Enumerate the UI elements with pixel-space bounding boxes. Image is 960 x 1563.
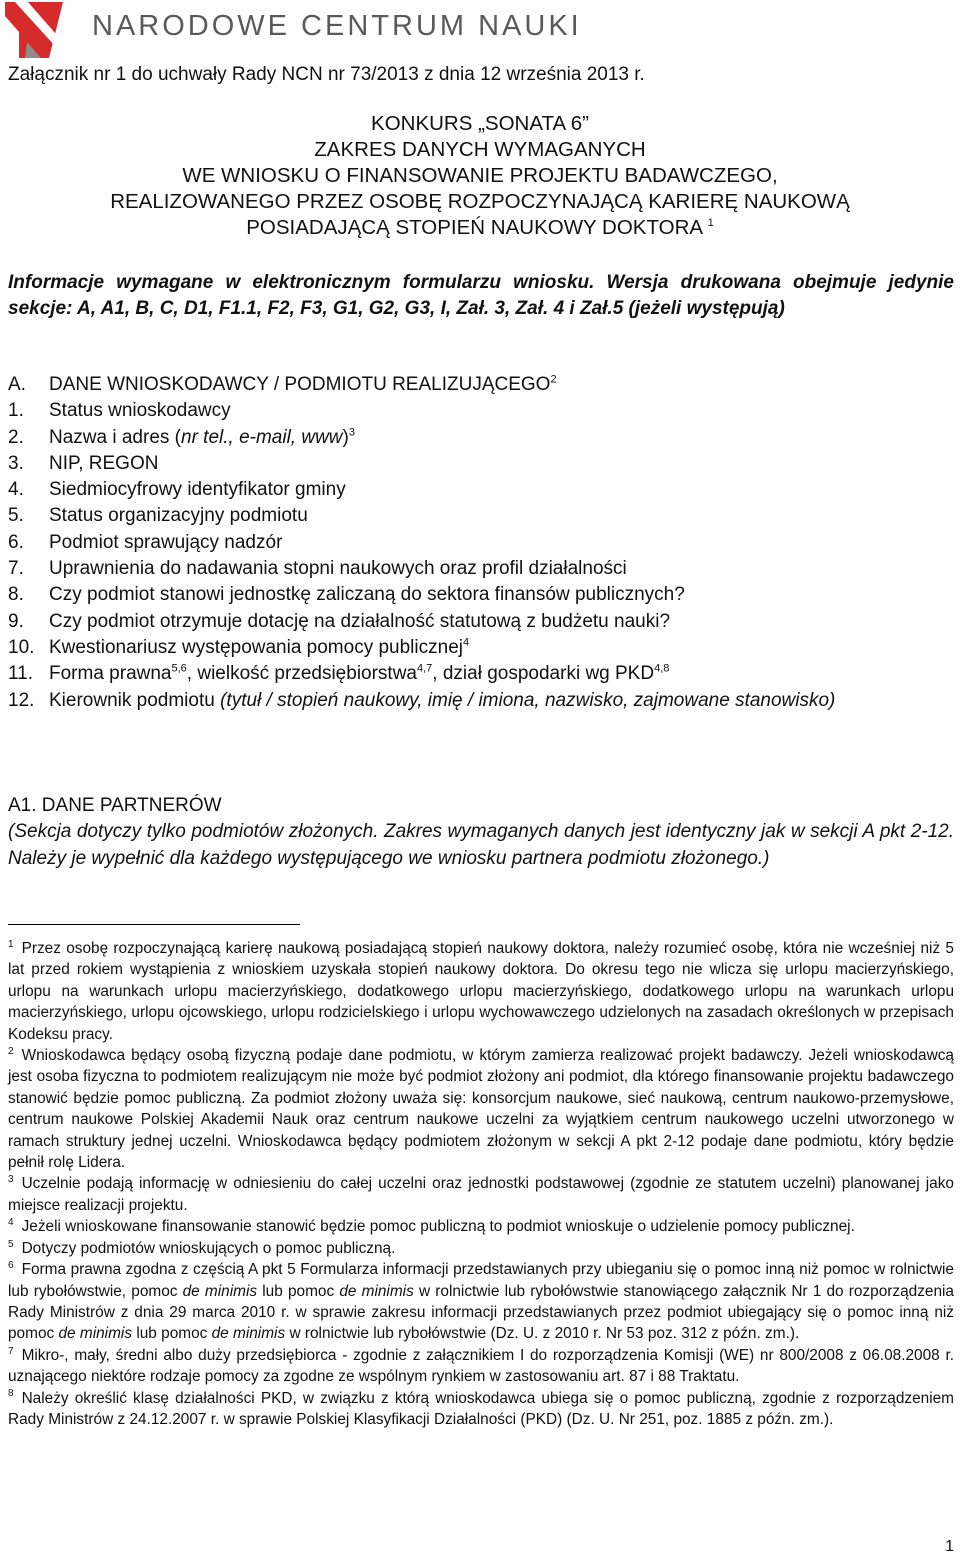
footnote-text-italic: de minimis	[58, 1325, 133, 1343]
item-text	[49, 688, 954, 714]
list-item	[8, 556, 954, 582]
list-item	[8, 582, 954, 608]
footnote-text-part: lub pomoc	[257, 1282, 340, 1300]
list-item	[8, 477, 954, 503]
item-text-part: Nazwa i adres (	[49, 426, 181, 448]
footnote	[8, 1045, 954, 1173]
footnote	[8, 1173, 954, 1216]
document-title	[0, 111, 960, 241]
section-a1-description: (Sekcja dotyczy tylko podmiotów złożonych. Zakres wymaganych danych jest identyczny jak w sekcji A pkt 2-12. Należy je wypełnić dla każdego występującego we wniosku partnera podmiotu złożonego.)	[8, 821, 954, 869]
footnote-text: Należy określić klasę działalności PKD, w związku z którą wnioskodawca ubiega się o pomoc publiczną, zgodnie z rozporządzeniem Rady Ministrów z 24.12.2007 r. w sprawie Polskiej Klasyfikacji Działalności (PKD) (Dz. U. Nr 251, poz. 1885 z późn. zm.).	[8, 1389, 954, 1428]
item-text	[49, 661, 954, 687]
section-a1	[8, 793, 954, 872]
section-title	[49, 372, 954, 398]
item-number: 11.	[8, 663, 34, 685]
item-number: 10.	[8, 636, 35, 658]
footnote	[8, 1388, 954, 1431]
footnote-ref: 5,6	[171, 662, 187, 675]
item-number: 3.	[8, 452, 24, 474]
item-text: NIP, REGON	[49, 452, 159, 474]
footnote-text	[8, 1261, 954, 1342]
title-line: WE WNIOSKU O FINANSOWANIE PROJEKTU BADAWCZEGO,	[182, 164, 778, 187]
attachment-line: Załącznik nr 1 do uchwały Rady NCN nr 73/2013 z dnia 12 września 2013 r.	[8, 64, 645, 85]
item-text-part: Kwestionariusz występowania pomocy publicznej	[49, 636, 463, 658]
footnote-text: Dotyczy podmiotów wnioskujących o pomoc publiczną.	[21, 1239, 396, 1257]
list-item	[8, 688, 954, 714]
list-item	[8, 530, 954, 556]
item-number: 2.	[8, 426, 24, 448]
section-title-text: DANE WNIOSKODAWCY / PODMIOTU REALIZUJĄCEGO	[49, 374, 551, 395]
section-letter: A.	[8, 374, 26, 395]
item-number: 5.	[8, 505, 24, 527]
footnote-marker: 2	[8, 1045, 14, 1057]
list-item	[8, 451, 954, 477]
footnote-ref: 1	[707, 217, 714, 230]
footnotes	[8, 938, 954, 1430]
page-number: 1	[945, 1538, 954, 1555]
footnote-ref: 4,8	[654, 662, 670, 675]
list-item	[8, 425, 954, 451]
list-item	[8, 661, 954, 687]
footnote-marker: 6	[8, 1259, 14, 1271]
ncn-logo-icon	[5, 2, 63, 58]
footnote-text: Jeżeli wnioskowane finansowanie stanowić będzie pomoc publiczną to podmiot wnioskuje o udzielenie pomocy publicznej.	[21, 1218, 855, 1236]
footnote	[8, 938, 954, 1045]
footnote-text-italic: de minimis	[339, 1282, 414, 1300]
section-a	[8, 372, 954, 714]
item-number: 7.	[8, 558, 24, 580]
footnote	[8, 1216, 954, 1237]
footnote-text-italic: de minimis	[211, 1325, 286, 1343]
page-header	[0, 0, 960, 60]
footnote-text-part: w rolnictwie lub rybołówstwie (Dz. U. z 2010 r. Nr 53 poz. 312 z późn. zm.).	[285, 1325, 800, 1343]
item-number: 1.	[8, 400, 24, 422]
item-text	[49, 635, 954, 661]
item-text: Status wnioskodawcy	[49, 400, 231, 422]
title-line: KONKURS „SONATA 6”	[371, 112, 589, 135]
item-text: Czy podmiot stanowi jednostkę zaliczaną do sektora finansów publicznych?	[49, 584, 685, 606]
footnote-marker: 7	[8, 1345, 14, 1357]
intro-text: Informacje wymagane w elektronicznym formularzu wniosku. Wersja drukowana obejmuje jedynie sekcje: A, A1, B, C, D1, F1.1, F2, F3, G1, G2, G3, I, Zał. 3, Zał. 4 i Zał.5 (jeżeli występują)	[8, 272, 954, 319]
footnote-text-part: lub pomoc	[132, 1325, 212, 1343]
list-item	[8, 609, 954, 635]
footnote-ref: 4	[462, 636, 470, 649]
footnote	[8, 1259, 954, 1345]
item-number: 8.	[8, 584, 24, 606]
list-item	[8, 398, 954, 424]
item-text	[49, 425, 954, 451]
footnote-ref: 3	[348, 426, 355, 439]
footnote-text-part: Forma prawna zgodna z częścią A pkt 5 Formularza informacji przedstawianych przy ubieganiu się o pomoc inną niż pomoc w rolnictwie lub rybołówstwie, pomoc	[8, 1261, 954, 1300]
item-text-italic: nr tel., e-mail, www	[181, 426, 343, 448]
item-text: Status organizacyjny podmiotu	[49, 505, 308, 527]
item-text: Siedmiocyfrowy identyfikator gminy	[49, 479, 346, 501]
item-text-italic: (tytuł / stopień naukowy, imię / imiona, nazwisko, zajmowane stanowisko)	[220, 689, 836, 711]
footnote	[8, 1238, 954, 1259]
footnote-text: Uczelnie podają informację w odniesieniu do całej uczelni oraz jednostki podstawowej (zgodnie ze statutem uczelni) planowanej jako miejsce realizacji projektu.	[8, 1175, 954, 1214]
item-text-part: Kierownik podmiotu	[49, 689, 221, 711]
footnote-text: Przez osobę rozpoczynającą karierę naukową posiadającą stopień naukowy doktora, należy rozumieć osobę, która nie wcześniej niż 5 lat przed rokiem wystąpienia z wnioskiem uzyskała stopień naukowy doktora. Do okresu tego nie wlicza się urlopu macierzyńskiego, urlopu na warunkach urlopu macierzyńskiego, dodatkowego urlopu macierzyńskiego, dodatkowego urlopu na warunkach urlopu macierzyńskiego, urlopu ojcowskiego, urlopu rodzicielskiego i urlopu wychowawczego udzielonych na zasadach określonych w przepisach Kodeksu pracy.	[8, 940, 954, 1043]
item-number: 9.	[8, 610, 24, 632]
footnote-text: Mikro-, mały, średni albo duży przedsiębiorca - zgodnie z załącznikiem I do rozporządzenia Komisji (WE) nr 800/2008 z 06.08.2008 r. uznającego niektóre rodzaje pomocy za zgodne ze wspólnym rynkiem w zastosowaniu art. 87 i 88 Traktatu.	[8, 1346, 954, 1386]
item-text: Podmiot sprawujący nadzór	[49, 531, 283, 553]
item-text-part: Forma prawna	[49, 663, 172, 685]
item-text-part: , dział gospodarki wg PKD	[432, 663, 655, 685]
footnote-ref: 2	[550, 373, 557, 386]
section-a1-title: A1. DANE PARTNERÓW	[8, 795, 222, 816]
footnote-marker: 8	[8, 1388, 14, 1400]
item-text-part: , wielkość przedsiębiorstwa	[186, 663, 417, 685]
footnote-text-italic: de minimis	[182, 1282, 258, 1300]
footnote-marker: 4	[8, 1217, 14, 1229]
list-item	[8, 503, 954, 529]
footnote	[8, 1345, 954, 1388]
item-text: Uprawnienia do nadawania stopni naukowych oraz profil działalności	[49, 558, 627, 580]
footnote-text-part: w rolnictwie lub rybołówstwie stanowiącego załącznik Nr 1 do rozporządzenia Rady Ministrów z dnia 29 marca 2010 r. w sprawie zakresu informacji przedstawianych przez podmiot ubiegający się o pomoc inną niż pomoc	[8, 1282, 954, 1343]
item-text-part: )	[342, 426, 349, 448]
footnote-marker: 1	[8, 938, 14, 950]
organization-name: NARODOWE CENTRUM NAUKI	[92, 10, 582, 42]
list-item	[8, 635, 954, 661]
item-number: 4.	[8, 479, 24, 501]
item-text: Czy podmiot otrzymuje dotację na działalność statutową z budżetu nauki?	[49, 610, 671, 632]
item-number: 6.	[8, 531, 24, 553]
footnote-ref: 4,7	[417, 662, 433, 675]
section-a-heading	[8, 372, 954, 398]
footnote-separator	[8, 924, 300, 925]
title-line-text: POSIADAJĄCĄ STOPIEŃ NAUKOWY DOKTORA	[246, 216, 702, 239]
title-line: REALIZOWANEGO PRZEZ OSOBĘ ROZPOCZYNAJĄCĄ KARIERĘ NAUKOWĄ	[110, 190, 850, 213]
item-number: 12.	[8, 689, 35, 711]
title-line	[0, 215, 960, 241]
title-line: ZAKRES DANYCH WYMAGANYCH	[314, 138, 646, 161]
footnote-marker: 5	[8, 1238, 14, 1250]
footnote-text: Wnioskodawca będący osobą fizyczną podaje dane podmiotu, w którym zamierza realizować projekt badawczy. Jeżeli wnioskodawcą jest osoba fizyczna to podmiotem realizującym nie może być podmiot złożony ani podmiot, dla którego finansowanie projektu badawczego stanowić będzie pomoc publiczną. Za podmiot złożony uważa się: konsorcjum naukowe, sieć naukową, centrum naukowo-przemysłowe, centrum naukowe Polskiej Akademii Nauk oraz centrum naukowe uczelni za wyjątkiem centrum naukowego uczelni utworzonego w ramach struktury jednej uczelni. Wnioskodawca będący podmiotem złożonym w sekcji A pkt 2-12 podaje dane podmiotu, który będzie pełnił rolę Lidera.	[8, 1047, 954, 1172]
footnote-marker: 3	[8, 1174, 14, 1186]
